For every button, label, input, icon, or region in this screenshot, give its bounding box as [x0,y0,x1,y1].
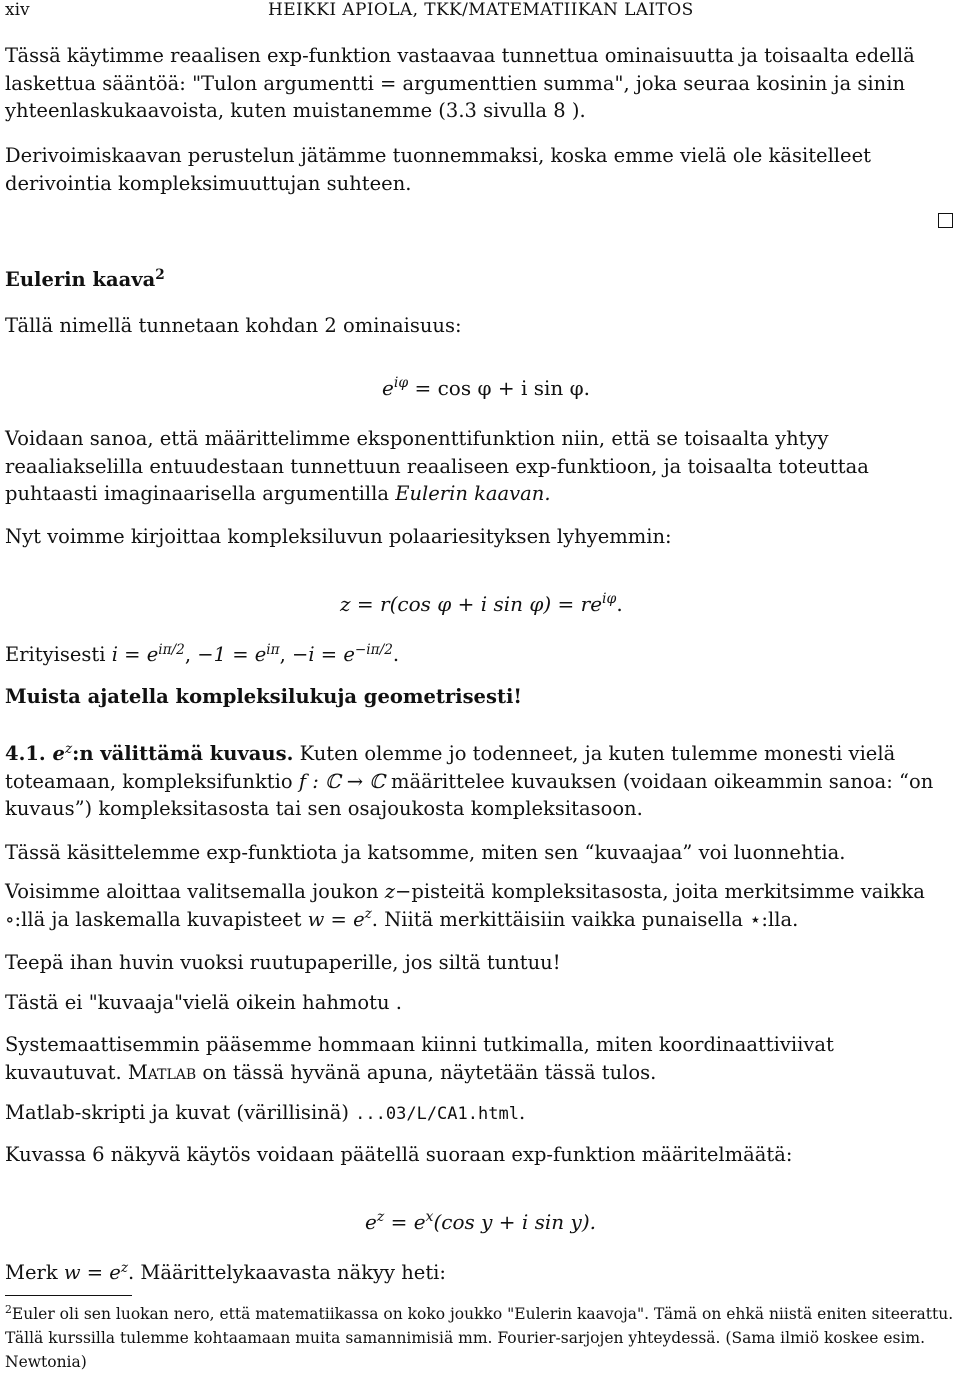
section-text-1: Kuten olemme jo todenneet, ja kuten tulemme monesti vielä toteamaan, kompleksifunktio [5,742,896,793]
paragraph-points-c: . Niitä merkittäisiin vaikka punaisella ⋆:lla. [371,907,799,931]
section-4-1 [5,740,955,823]
var-w-exp: z [364,906,372,922]
merk-w: w = e [63,1261,121,1284]
var-w: w = e [307,907,365,931]
paragraph-derivative-note: Derivoimiskaavan perustelun jätämme tuonnemmaksi, koska emme vielä ole käsitelleet derivointia kompleksimuuttujan suhteen. [5,144,871,195]
polar-formula [340,592,623,616]
special-term-2: −1 = e [197,643,267,666]
page-number: xiv [5,0,30,20]
special-prefix: Erityisesti [5,643,112,666]
paragraph-matlab-script-b: . [518,1101,526,1124]
special-sep-2: , [279,643,293,666]
special-exp-2: iπ [266,641,280,658]
polar-formula-end: . [616,592,623,616]
euler-formula-exponent: iφ [393,375,409,392]
paragraph-coordinate-lines-b: on tässä hyvänä apuna, näytetään tässä tulos. [196,1060,657,1084]
paragraph-points-b: −pisteitä kompleksitasosta, joita merkitsimme vaikka ∘:llä ja laskemalla kuvapisteet [5,880,925,931]
euler-reference: Eulerin kaavan. [395,482,551,505]
expdef-c: (cos y + i sin y). [433,1210,597,1234]
expdef-bx: x [425,1209,434,1226]
paragraph-points-a: Voisimme aloittaa valitsemalla joukon [5,880,385,903]
euler-formula [382,376,590,400]
euler-formula-rest: = cos φ + i sin φ. [408,376,590,400]
merk-a: Merk [5,1261,64,1284]
function-notation: f : ℂ → ℂ [298,769,385,793]
special-exp-3: −iπ/2 [354,641,393,658]
paragraph-exp-graph: Tässä käsittelemme exp-funktiota ja katsomme, miten sen “kuvaajaa” voi luonnehtia. [5,841,846,864]
section-number: 4.1. [5,742,53,765]
section-title-e: e [52,742,65,765]
section-title: :n välittämä kuvaus. [72,742,294,765]
section-text-2: määrittelee kuvauksen (voidaan oikeammin sanoa: “on kuvaus”) kompleksitasosta tai sen osajoukosta kompleksitasoon. [5,769,934,820]
paragraph-points [5,878,955,933]
section-title-z: z [64,740,73,757]
euler-intro: Tällä nimellä tunnetaan kohdan 2 ominaisuus: [5,314,462,337]
paragraph-matlab-script [5,1099,955,1129]
paragraph-not-clear: Tästä ei "kuvaaja"vielä oikein hahmotu . [5,991,402,1014]
paragraph-exp-argument: Tässä käytimme reaalisen exp-funktion vastaavaa tunnettua ominaisuutta ja toisaalta edellä laskettua sääntöä: "Tulon argumentti = argumenttien summa", joka seuraa kosinin ja sinin yhteenlaskukaavoista, kuten muistanemme (3.3 sivulla 8 ). [5,44,915,122]
paragraph-coordinate-lines [5,1031,955,1086]
expdef-a: e [365,1210,377,1234]
special-term-3: −i = e [292,643,355,666]
expdef-az: z [376,1209,385,1226]
matlab-name: Matlab [127,1060,197,1084]
euler-heading-text: Eulerin kaava [5,268,156,291]
euler-heading [5,266,955,294]
special-sep-1: , [184,643,198,666]
special-end: . [392,643,400,666]
footnote-mark: 2 [155,266,165,283]
merk-b: . Määrittelykaavasta näkyy heti: [128,1261,446,1284]
running-header: HEIKKI APIOLA, TKK/MATEMATIIKAN LAITOS [268,0,694,20]
expdef-b: = e [384,1210,426,1234]
var-z: z [384,880,396,903]
script-path: ...03/L/CA1.html [355,1104,519,1124]
special-term-1: i = e [111,643,159,666]
merk-wz: z [120,1259,128,1276]
paragraph-coordinate-lines-a: Systemaattisemmin pääsemme hommaan kiinni tutkimalla, miten koordinaattiviivat kuvautuvat. [5,1033,834,1084]
geometry-reminder: Muista ajatella kompleksilukuja geometrisesti! [5,685,522,708]
qed-box [938,213,953,228]
footnote-rule [5,1295,132,1296]
paragraph-matlab-script-a: Matlab-skripti ja kuvat (värillisinä) [5,1101,356,1124]
footnote [5,1302,955,1374]
exp-definition-formula [365,1210,596,1234]
paragraph-figure-6: Kuvassa 6 näkyvä käytös voidaan päätellä suoraan exp-funktion määritelmäätä: [5,1143,793,1166]
polar-formula-lhs: z = r(cos φ + i sin φ) = re [340,592,603,616]
paragraph-merk [5,1259,955,1287]
special-exp-1: iπ/2 [158,641,185,658]
paragraph-polar-intro: Nyt voimme kirjoittaa kompleksiluvun polaariesityksen lyhyemmin: [5,525,672,548]
euler-formula-base: e [382,376,394,400]
footnote-text: Euler oli sen luokan nero, että matematiikassa on koko joukko "Eulerin kaavoja". Tämä on ehkä niistä eniten siteerattu. Tällä kurssilla tulemme kohtaamaan muita samannimisiä mm. Fourier-sarjojen yhteydessä. (Sama ilmiö koskee esim. Newtonia) [5,1305,954,1371]
footnote-mark-number: 2 [5,1303,12,1317]
polar-formula-exponent: iφ [602,591,617,608]
paragraph-grid-paper: Teepä ihan huvin vuoksi ruutupaperille, jos siltä tuntuu! [5,951,561,974]
paragraph-definition [5,425,955,508]
paragraph-definition-text: Voidaan sanoa, että määrittelimme eksponenttifunktion niin, että se toisaalta yhtyy reaaliakselilla entuudestaan tunnettuun reaaliseen exp-funktioon, ja toisaalta toteuttaa puhtaasti imaginaarisella argumentilla [5,427,869,505]
special-values [5,641,955,669]
